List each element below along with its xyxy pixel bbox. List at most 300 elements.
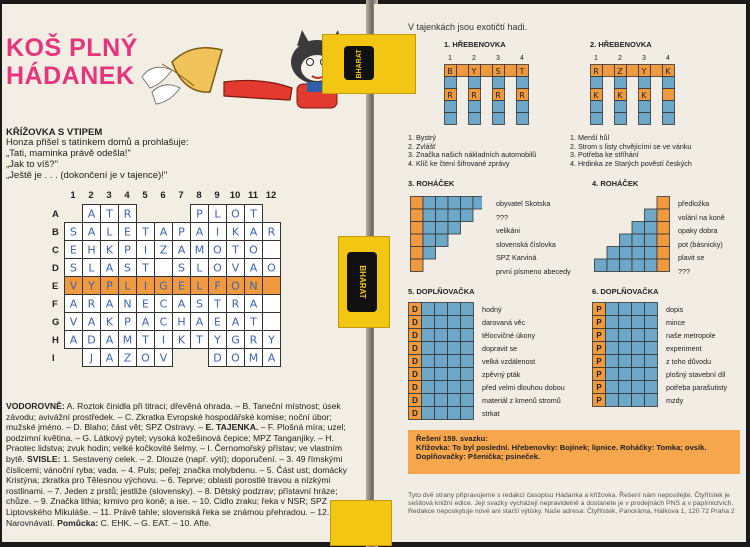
fill-cell[interactable] (422, 368, 435, 381)
stair-cell[interactable] (436, 209, 449, 222)
bookmark-tag (330, 500, 392, 546)
fill-cell[interactable] (606, 342, 619, 355)
stair-cell[interactable] (411, 222, 424, 235)
comb-tooth-cell[interactable] (639, 113, 651, 125)
stair-cell[interactable] (436, 197, 449, 210)
cell-letter: E (70, 243, 77, 257)
comb-tooth-cell[interactable] (493, 113, 505, 125)
cell-letter: P (178, 225, 185, 239)
col-number: 10 (229, 190, 241, 201)
fill-cell[interactable] (435, 329, 448, 342)
clue: z toho důvodu (666, 357, 712, 366)
row-letter: D (52, 263, 59, 274)
fill-cell[interactable] (435, 303, 448, 316)
fill-letter: D (412, 357, 418, 366)
fill-cell[interactable] (606, 316, 619, 329)
col-number: 8 (196, 190, 202, 201)
cell-letter: S (178, 261, 185, 275)
fill-cell[interactable] (645, 381, 658, 394)
title-line-1: KOŠ PLNÝ (6, 34, 138, 62)
clue: potřeba parašutisty (666, 383, 728, 392)
stair-cell[interactable] (657, 209, 670, 222)
comb-top-cell[interactable] (603, 65, 615, 77)
puzzle-1-comb-grid[interactable] (444, 52, 544, 130)
cell-letter: P (124, 315, 131, 329)
clues-tajenka: – F. Plošná míra; uzel; podzimní květina. – G. Látkový pytel; vysoká kožešinová čepice; MPZ Tanganjiky. – H. Praotec lidstva; zvuk hodin; velké kočkovité šelmy. – I. Černomořský přístav; ve vlastním bytě. (6, 422, 346, 464)
comb-tooth-cell[interactable] (517, 113, 529, 125)
fill-cell[interactable] (461, 407, 474, 420)
clues-hint-label: Pomůcka: (57, 517, 99, 528)
fill-cell[interactable] (422, 394, 435, 407)
cell-letter: S (196, 297, 203, 311)
fill-cell[interactable] (606, 303, 619, 316)
stair-cell[interactable] (423, 222, 436, 235)
fill-cell[interactable] (632, 342, 645, 355)
grid-cell[interactable] (155, 259, 173, 277)
comb-tooth-cell[interactable] (493, 101, 505, 113)
fill-cell[interactable] (645, 342, 658, 355)
clue: předložka (678, 199, 710, 208)
clues-horizontal: A. Roztok činidla při titraci; dřevěná ohrada. – B. Taneční místnost; úsek závodu; avivážní prostředek. – C. Zkratka Evropské hospodářské komise; noční úbor; mužské jméno. – D. Blaho; část vět; SPZ Ostravy. – (6, 401, 341, 433)
cell-letter: E (178, 279, 185, 293)
comb-tooth-cell[interactable] (517, 77, 529, 89)
col-number: 5 (142, 190, 148, 201)
comb-top-cell[interactable] (627, 65, 639, 77)
fill-cell[interactable] (435, 381, 448, 394)
stair-cell[interactable] (461, 209, 474, 222)
stair-cell[interactable] (411, 197, 424, 210)
clue: experiment (666, 344, 702, 353)
cell-letter: E (214, 315, 221, 329)
fill-cell[interactable] (461, 329, 474, 342)
clues-hint: C. EHK. – G. EAT. – 10. Afte. (100, 517, 212, 528)
cell-letter: S (70, 225, 77, 239)
comb-letter: R (471, 91, 477, 100)
stair-cell[interactable] (423, 197, 436, 210)
clue: strkat (482, 409, 500, 418)
crossword-clues (6, 401, 358, 528)
fill-cell[interactable] (435, 355, 448, 368)
cell-letter: P (124, 243, 131, 257)
cell-letter: T (250, 207, 257, 221)
fill-letter: P (596, 318, 602, 327)
fill-letter: P (596, 305, 602, 314)
fill-cell[interactable] (461, 355, 474, 368)
fill-cell[interactable] (422, 329, 435, 342)
intro-line: „Tati, maminka právě odešla!" (6, 148, 131, 159)
clue: ??? (496, 212, 508, 222)
clue: naše metropole (666, 331, 716, 340)
clue: 4. Klíč ke čtení šifrované zprávy (408, 158, 510, 168)
row-letter: F (52, 299, 58, 310)
cell-letter: V (69, 279, 78, 293)
fill-cell[interactable] (619, 368, 632, 381)
stair-cell[interactable] (423, 234, 436, 247)
cell-letter: P (196, 207, 203, 221)
cell-letter: R (267, 225, 276, 239)
puzzle-1-title: 1. HŘEBENOVKA (444, 40, 506, 49)
fill-cell[interactable] (645, 329, 658, 342)
fill-cell[interactable] (606, 368, 619, 381)
puzzle-6-title: 6. DOPLŇOVAČKA (592, 287, 659, 296)
stair-cell[interactable] (448, 197, 461, 210)
page-title (6, 34, 138, 90)
comb-number: 1 (448, 55, 452, 62)
comb-tooth-cell[interactable] (639, 101, 651, 113)
stair-cell[interactable] (632, 222, 645, 235)
stair-cell[interactable] (448, 209, 461, 222)
fill-letter: D (412, 383, 418, 392)
stair-cell[interactable] (645, 209, 658, 222)
cell-letter: G (159, 279, 168, 293)
comb-tooth-cell[interactable] (469, 113, 481, 125)
comb-tooth-cell[interactable] (469, 101, 481, 113)
comb-tooth-cell[interactable] (639, 77, 651, 89)
comb-tooth-cell[interactable] (591, 101, 603, 113)
comb-top-cell[interactable] (481, 65, 493, 77)
cell-letter: I (161, 333, 166, 347)
grid-cell[interactable] (263, 241, 281, 259)
fill-cell[interactable] (632, 394, 645, 407)
cell-letter: J (89, 351, 94, 365)
comb-tooth-cell[interactable] (445, 77, 457, 89)
comb-tooth-cell[interactable] (615, 77, 627, 89)
comb-number: 1 (594, 55, 598, 62)
fill-cell[interactable] (448, 381, 461, 394)
cell-letter: A (177, 243, 186, 257)
puzzle-2-comb-grid[interactable] (590, 52, 690, 130)
cell-letter: O (267, 261, 276, 275)
fill-cell[interactable] (422, 342, 435, 355)
fill-cell[interactable] (645, 394, 658, 407)
cell-letter: T (250, 315, 257, 329)
fill-letter: P (596, 370, 602, 379)
comb-letter: Z (617, 67, 623, 76)
stair-cell[interactable] (436, 222, 449, 235)
fill-cell[interactable] (619, 381, 632, 394)
cell-letter: A (195, 225, 204, 239)
stair-cell[interactable] (620, 259, 633, 272)
fill-letter: P (596, 357, 602, 366)
clue: 2. Zvlášť (408, 141, 436, 151)
clue: 1. Bystrý (408, 133, 436, 142)
stair-cell[interactable] (645, 259, 658, 272)
cell-letter: M (248, 351, 259, 365)
fill-cell[interactable] (606, 329, 619, 342)
svg-text:BHARAT: BHARAT (356, 49, 363, 79)
stair-cell[interactable] (632, 247, 645, 260)
fill-cell[interactable] (448, 329, 461, 342)
fill-cell[interactable] (461, 394, 474, 407)
comb-letter: K (641, 91, 647, 100)
cell-letter: O (213, 243, 222, 257)
fill-cell[interactable] (448, 342, 461, 355)
comb-letter: R (447, 91, 453, 100)
fill-cell[interactable] (461, 342, 474, 355)
col-number: 2 (88, 190, 94, 201)
fill-cell[interactable] (645, 355, 658, 368)
fill-cell[interactable] (619, 394, 632, 407)
cell-letter: A (87, 207, 96, 221)
fill-cell[interactable] (461, 303, 474, 316)
cell-letter: O (231, 351, 240, 365)
cell-letter: T (142, 333, 149, 347)
stair-cell[interactable] (632, 234, 645, 247)
cell-letter: Z (159, 243, 168, 257)
puzzle-4-stair-grid[interactable] (594, 196, 670, 276)
puzzle-3-stair-grid[interactable] (410, 196, 482, 276)
cell-letter: I (143, 243, 148, 257)
comb-tooth-cell[interactable] (663, 77, 675, 89)
comb-tooth-cell[interactable] (663, 101, 675, 113)
clue: hodný (482, 305, 502, 314)
fill-cell[interactable] (422, 316, 435, 329)
stair-cell[interactable] (411, 234, 424, 247)
fill-cell[interactable] (448, 355, 461, 368)
cell-letter: A (69, 333, 78, 347)
stair-cell[interactable] (411, 247, 424, 260)
fill-cell[interactable] (632, 381, 645, 394)
right-intro: V tajenkách jsou exotičtí hadi. (408, 22, 528, 32)
clue: 4. Hrdinka ze Starých pověstí českých (570, 158, 692, 168)
row-letter: G (52, 317, 60, 328)
cell-letter: V (69, 315, 78, 329)
comb-tooth-cell[interactable] (591, 77, 603, 89)
stair-cell[interactable] (657, 259, 670, 272)
fill-cell[interactable] (448, 303, 461, 316)
fill-cell[interactable] (461, 381, 474, 394)
cell-letter: Y (88, 279, 95, 293)
fill-cell[interactable] (435, 342, 448, 355)
fill-cell[interactable] (632, 303, 645, 316)
comb-letter: S (495, 67, 501, 76)
comb-tooth-cell[interactable] (445, 101, 457, 113)
comb-top-cell[interactable] (457, 65, 469, 77)
stair-cell[interactable] (423, 209, 436, 222)
clue: dopravit se (482, 344, 518, 353)
stair-cell[interactable] (607, 247, 620, 260)
cell-letter: S (124, 261, 131, 275)
cell-letter: L (106, 225, 113, 239)
left-page (2, 4, 370, 542)
fill-cell[interactable] (435, 407, 448, 420)
stair-cell[interactable] (620, 234, 633, 247)
cell-letter: A (105, 351, 114, 365)
puzzle-4-clues (678, 197, 725, 278)
fill-letter: D (412, 344, 418, 353)
fill-letter: P (596, 396, 602, 405)
fill-cell[interactable] (435, 368, 448, 381)
fill-cell[interactable] (448, 316, 461, 329)
fill-letter: D (412, 331, 418, 340)
fill-cell[interactable] (461, 316, 474, 329)
intro-line: „Jak to víš?" (6, 159, 58, 170)
cell-letter: K (105, 315, 114, 329)
stair-cell[interactable] (448, 222, 461, 235)
fill-letter: P (596, 344, 602, 353)
fill-cell[interactable] (619, 342, 632, 355)
comb-tooth-cell[interactable] (663, 89, 675, 101)
comb-tooth-cell[interactable] (517, 101, 529, 113)
answers-title: Řešení 159. svazku: (416, 434, 488, 443)
stair-cell[interactable] (645, 247, 658, 260)
comb-top-cell[interactable] (651, 65, 663, 77)
fill-cell[interactable] (606, 394, 619, 407)
comb-letter: R (519, 91, 525, 100)
fill-cell[interactable] (619, 316, 632, 329)
stair-cell[interactable] (411, 259, 424, 272)
cell-letter: L (214, 207, 221, 221)
joke-intro (6, 137, 306, 181)
cell-letter: E (142, 297, 149, 311)
fill-cell[interactable] (448, 368, 461, 381)
cell-letter: I (215, 225, 220, 239)
intro-line: „Ještě je . . . (dokončení je v tajence)!" (6, 170, 168, 181)
comb-letter: K (665, 67, 671, 76)
grid-cell[interactable] (263, 277, 281, 295)
fill-cell[interactable] (422, 381, 435, 394)
clues-tajenka-label: E. TAJENKA. (205, 422, 259, 433)
cell-letter: L (124, 279, 131, 293)
cell-letter: K (231, 225, 240, 239)
comb-tooth-cell[interactable] (469, 77, 481, 89)
clue: dopis (666, 305, 684, 314)
fill-cell[interactable] (632, 329, 645, 342)
stair-cell[interactable] (657, 247, 670, 260)
cell-letter: L (196, 261, 203, 275)
cell-letter: V (231, 261, 240, 275)
comb-tooth-cell[interactable] (591, 113, 603, 125)
stair-cell[interactable] (657, 234, 670, 247)
fill-cell[interactable] (645, 368, 658, 381)
cell-letter: D (213, 351, 222, 365)
cell-letter: A (87, 225, 96, 239)
fill-cell[interactable] (422, 407, 435, 420)
clue: tělocvičné úkony (482, 331, 536, 340)
clue: obyvatel Skotska (496, 199, 551, 208)
cell-letter: K (105, 243, 114, 257)
cell-letter: A (249, 261, 258, 275)
col-number: 9 (214, 190, 220, 201)
cell-letter: M (122, 333, 133, 347)
stair-cell[interactable] (620, 247, 633, 260)
tag-logo-icon (344, 246, 380, 318)
fill-cell[interactable] (606, 355, 619, 368)
fill-cell[interactable] (435, 394, 448, 407)
comb-tooth-cell[interactable] (615, 113, 627, 125)
stair-cell[interactable] (607, 259, 620, 272)
cell-letter: R (123, 207, 132, 221)
puzzle-3-title: 3. ROHÁČEK (408, 179, 455, 188)
cell-letter: T (142, 225, 149, 239)
grid-cell[interactable] (263, 295, 281, 313)
clue: SPZ Karviná (496, 253, 537, 262)
cell-letter: A (141, 315, 150, 329)
comb-tooth-cell[interactable] (445, 113, 457, 125)
stair-cell[interactable] (423, 247, 436, 260)
comb-tooth-cell[interactable] (493, 77, 505, 89)
cell-letter: Y (268, 333, 275, 347)
grid-cell[interactable] (263, 313, 281, 331)
clue: 2. Strom s listy chvějícími se ve vánku (570, 141, 692, 151)
cell-letter: T (142, 261, 149, 275)
cell-letter: L (88, 261, 95, 275)
fill-cell[interactable] (606, 381, 619, 394)
clues-horizontal-label: VODOROVNĚ: (6, 401, 65, 411)
puzzle-5-fill-grid[interactable] (408, 302, 478, 420)
puzzle-4-title: 4. ROHÁČEK (592, 179, 639, 188)
stair-cell[interactable] (645, 234, 658, 247)
cell-letter: O (141, 351, 150, 365)
col-number: 7 (178, 190, 184, 201)
footer-note: Tyto dvě strany připravujeme s redakcí časopisu Hádanka a křížovka. Řešení nám neposílejte. Čtyřlístek je sešitová knižní edice. Její svazky vycházejí nepravidelně a dostanete je v prodejnách PNS a v papírnictvích. Redakce neposkytuje nové ani starší výtisky. Naše adresa: Čtyřlístek, Panoráma, Hálkova 1, 120 72 Praha 2 (408, 492, 735, 515)
clue: 3. Značka našich nákladních automobilů (408, 150, 537, 160)
stair-cell[interactable] (436, 234, 449, 247)
clue: mzdy (666, 396, 684, 405)
fill-cell[interactable] (619, 303, 632, 316)
fill-letter: D (412, 305, 418, 314)
stair-cell[interactable] (645, 222, 658, 235)
fill-cell[interactable] (461, 368, 474, 381)
fill-cell[interactable] (448, 407, 461, 420)
cell-letter: A (159, 225, 168, 239)
stair-cell[interactable] (595, 259, 608, 272)
fill-cell[interactable] (619, 329, 632, 342)
cell-letter: N (249, 279, 258, 293)
stair-cell[interactable] (657, 222, 670, 235)
fill-cell[interactable] (632, 368, 645, 381)
cell-letter: C (159, 315, 168, 329)
tag-logo-icon (342, 40, 376, 86)
row-letter: H (52, 335, 59, 346)
fill-cell[interactable] (645, 316, 658, 329)
cell-letter: A (249, 297, 258, 311)
clue: 3. Potřeba ke stříhání (570, 150, 639, 160)
fill-cell[interactable] (632, 355, 645, 368)
puzzle-6-fill-grid[interactable] (592, 302, 662, 408)
clue: velikáni (496, 226, 520, 235)
stair-cell[interactable] (473, 197, 482, 210)
stair-cell[interactable] (411, 209, 424, 222)
fill-letter: D (412, 409, 418, 418)
col-number: 1 (70, 190, 76, 201)
fill-cell[interactable] (619, 355, 632, 368)
clue: ??? (678, 266, 690, 276)
answers-box (408, 430, 740, 474)
fill-cell[interactable] (632, 316, 645, 329)
clue: pot (básnicky) (678, 239, 723, 249)
cell-letter: A (87, 315, 96, 329)
fill-cell[interactable] (645, 303, 658, 316)
fill-cell[interactable] (448, 394, 461, 407)
cell-letter: K (177, 333, 186, 347)
comb-letter: Y (641, 67, 647, 76)
comb-top-cell[interactable] (505, 65, 517, 77)
comb-number: 2 (618, 55, 622, 62)
crossword-grid[interactable] (64, 204, 282, 370)
stair-cell[interactable] (632, 259, 645, 272)
row-letter: A (52, 209, 59, 220)
cell-letter: C (159, 297, 168, 311)
comb-tooth-cell[interactable] (615, 101, 627, 113)
fill-letter: P (596, 331, 602, 340)
fill-cell[interactable] (435, 316, 448, 329)
comb-tooth-cell[interactable] (663, 113, 675, 125)
fill-cell[interactable] (422, 303, 435, 316)
fill-cell[interactable] (422, 355, 435, 368)
stair-cell[interactable] (657, 197, 670, 210)
stair-cell[interactable] (461, 197, 474, 210)
